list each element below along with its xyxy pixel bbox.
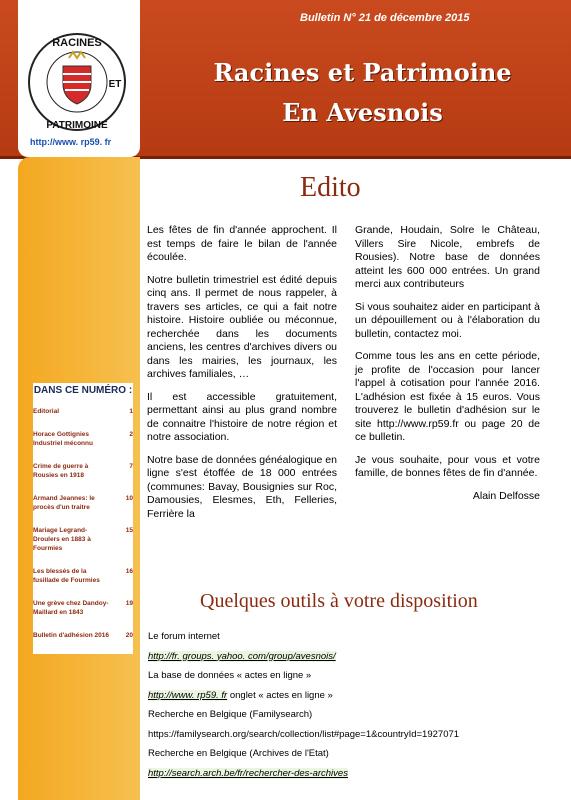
toc-item-title: Bulletin d'adhésion 2016 xyxy=(33,632,109,639)
edito-column-1 xyxy=(147,224,337,530)
svg-text:ET: ET xyxy=(108,79,122,90)
tool-link-line xyxy=(148,647,459,667)
paragraph: Si vous souhaitez aider en participant à un dépouillement ou à l'élaboration du bulletin, contactez moi. xyxy=(355,300,540,340)
toc-item-page: 2 xyxy=(129,431,133,438)
tool-text: https://familysearch.org/search/collection/list#page=1&countryId=1927071 xyxy=(148,728,460,740)
tool-suffix: onglet « actes en ligne » xyxy=(227,689,333,701)
racines-patrimoine-logo xyxy=(27,32,127,132)
toc-item-page: 19 xyxy=(125,600,133,607)
toc-item-page: 10 xyxy=(125,495,133,502)
tool-link[interactable]: http://fr. groups. yahoo. com/group/avesnois/ xyxy=(148,650,336,662)
toc-item xyxy=(33,599,133,617)
toc-item-title: Mariage Legrand-Droulers en 1883 à Fourmies xyxy=(33,527,91,552)
tool-label xyxy=(148,705,459,725)
paragraph: Notre base de données généalogique en ligne s'est étoffée de 18 000 entrées (communes: Bavay, Bousignies sur Roc, Damousies, Elesmes, Eth, Felleries, Ferrière la xyxy=(147,453,337,520)
toc-item-page: 1 xyxy=(129,408,133,415)
tool-link-line xyxy=(148,764,459,784)
edito-column-2 xyxy=(355,224,540,512)
toc-item-page: 7 xyxy=(129,463,133,470)
toc-item-page: 20 xyxy=(125,632,133,639)
toc-item xyxy=(33,526,133,553)
tool-label xyxy=(148,744,459,764)
table-of-contents xyxy=(33,383,133,654)
tool-text: La base de données « actes en ligne » xyxy=(148,670,312,681)
svg-text:PATRIMOINE: PATRIMOINE xyxy=(46,120,108,131)
toc-item xyxy=(33,462,133,480)
paragraph: Les fêtes de fin d'année approchent. Il est temps de faire le bilan de l'année écoulée. xyxy=(147,224,337,263)
signature: Alain Delfosse xyxy=(472,489,540,502)
tool-text: Recherche en Belgique (Familysearch) xyxy=(148,709,313,720)
paragraph: Notre bulletin trimestriel est édité depuis cinq ans. Il permet de nous rappeler, à travers ses articles, ce qui a fait notre histoire. Histoire oubliée ou méconnue, recherchée dans les documents anciens, les centres d'archives divers ou dans les mairies, les journaux, les archives familiales, … xyxy=(147,273,337,380)
svg-text:RACINES: RACINES xyxy=(52,37,102,49)
tool-label xyxy=(148,725,459,745)
page-title: Racines et Patrimoine xyxy=(213,58,512,87)
site-url[interactable]: http://www. rp59. fr xyxy=(30,137,112,147)
paragraph: Comme tous les ans en cette période, je profite de l'occasion pour lancer l'appel à cotisation pour l'année 2016. L'adhésion est fixée à 15 euros. Vous trouverez le bulletin d'adhésion sur le site http://www.rp59.fr ou page 20 de ce bulletin. xyxy=(355,350,540,443)
edito-heading: Edito xyxy=(300,172,361,203)
toc-item xyxy=(33,567,133,585)
page-subtitle: En Avesnois xyxy=(282,98,443,127)
tool-link-line xyxy=(148,686,459,706)
toc-item-title: Les blessés de la fusillade de Fourmies xyxy=(33,568,100,584)
toc-item xyxy=(33,494,133,512)
tool-label xyxy=(148,666,459,686)
tools-list xyxy=(148,627,459,783)
bulletin-number: Bulletin N° 21 de décembre 2015 xyxy=(300,12,470,24)
sidebar xyxy=(0,0,143,800)
toc-item-page: 16 xyxy=(125,568,133,575)
tool-label xyxy=(148,627,459,647)
tool-text: Le forum internet xyxy=(148,631,220,642)
paragraph: Grande, Houdain, Solre le Château, Villers Sire Nicole, embrefs de Rousies). Notre base de données atteint les 600 000 entrées. Un grand merci aux contributeurs xyxy=(355,224,540,290)
toc-item-title: Crime de guerre à Rousies en 1918 xyxy=(33,463,89,479)
toc-item xyxy=(33,407,133,416)
toc-title: DANS CE NUMÉRO : xyxy=(33,385,133,396)
toc-item xyxy=(33,631,133,640)
tool-link[interactable]: http://search.arch.be/fr/rechercher-des-archives xyxy=(148,767,348,779)
toc-item-page: 15 xyxy=(125,527,133,534)
tool-link[interactable]: http://www. rp59. fr xyxy=(148,689,228,701)
paragraph: Il est accessible gratuitement, permettant ainsi au plus grand nombre de connaitre l'histoire de notre région et notre association. xyxy=(147,390,337,443)
toc-item-title: Une grève chez Dandoy-Maillard en 1843 xyxy=(33,600,109,616)
toc-item-title: Horace Gottignies Industriel méconnu xyxy=(33,431,93,447)
toc-item xyxy=(33,430,133,448)
toc-item-title: Editorial xyxy=(33,408,60,415)
toc-item-title: Armand Jeannes: le procès d'un traitre xyxy=(33,495,95,511)
tools-heading: Quelques outils à votre disposition xyxy=(200,590,478,612)
paragraph: Je vous souhaite, pour vous et votre famille, de bonnes fêtes de fin d'année. xyxy=(355,453,540,479)
tool-text: Recherche en Belgique (Archives de l'Etat) xyxy=(148,748,329,759)
